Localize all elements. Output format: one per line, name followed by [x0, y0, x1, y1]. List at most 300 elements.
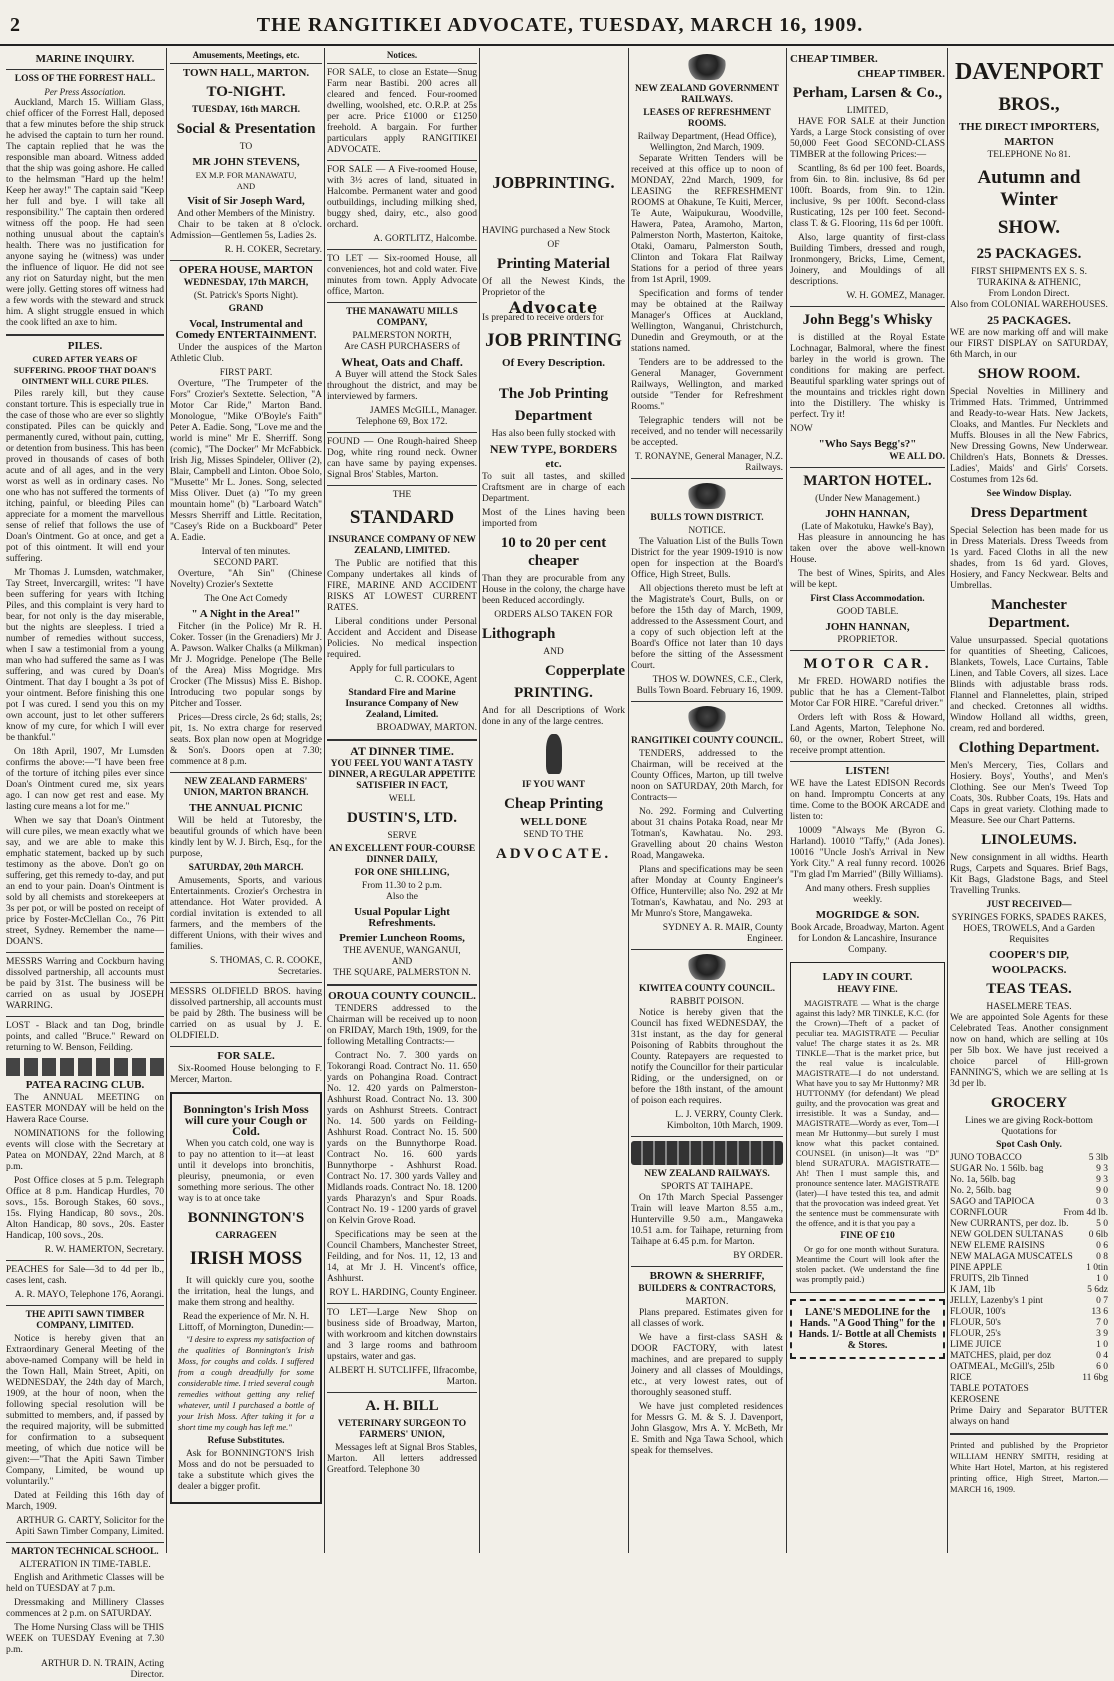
ad-text: And many others. Fresh supplies weekly. [805, 884, 930, 905]
ad-headline: PRINTING. [514, 685, 593, 701]
ad-headline: OPERA HOUSE, MARTON [178, 264, 314, 276]
divider [950, 1433, 1108, 1435]
divider [327, 1303, 477, 1304]
article-dateline: Per Press Association. [44, 87, 126, 97]
bonnington-irish-moss-ad [170, 1092, 322, 1504]
grocery-row [950, 1241, 1108, 1252]
notice-text: Separate Written Tenders will be received at this office up to noon of MONDAY, 22nd March, 1909, for LEASING the REFRESHMENT ROOMS at Ohakune, Te Kuiti, Mercer, Te Aute, Waipukurau, Woodville, Hawera, Patea, Aramoho, Marton, Palmerston North, Masterton, Kaitoke, Otaki, Oamaru, Palmerston South, Clinton and Tokara Flat Railway Stations for a period of three years from 1st April, 1909. [631, 154, 783, 285]
grocery-row [950, 1351, 1108, 1362]
grocery-row [950, 1186, 1108, 1197]
column-3 [327, 50, 477, 1550]
grocery-price: 5 0 [1096, 1219, 1108, 1229]
notice-signature: ARTHUR G. CARTY, Solicitor for the Apiti Sawn Timber Company, Limited. [15, 1516, 164, 1537]
notice-headline: RANGITIKEI COUNTY COUNCIL. [631, 736, 783, 746]
grocery-row [950, 1373, 1108, 1384]
ad-text: See Window Display. [986, 489, 1072, 499]
ad-text: Interval of ten minutes. [201, 547, 291, 557]
notice-headline: KIWITEA COUNTY COUNCIL. [638, 984, 776, 994]
grocery-item: PINE APPLE [950, 1263, 1002, 1273]
divider [631, 949, 783, 950]
notice-text: NOTICE. [688, 526, 726, 536]
ad-text: Ask for BONNINGTON'S Irish Moss and do not be persuaded to take a substitute which gives the dealer a bigger profit. [178, 1449, 314, 1492]
ad-text: EX M.P. FOR MANAWATU, [195, 170, 297, 180]
grocery-row [950, 1329, 1108, 1340]
notice-headline: THE APITI SAWN TIMBER COMPANY, LIMITED. [25, 1310, 145, 1331]
ad-brand: Perham, Larsen & Co., [792, 85, 943, 101]
ad-text: Plans prepared. Estimates given for all classes of work. [631, 1308, 783, 1329]
grocery-row [950, 1230, 1108, 1241]
ad-headline: Spot Cash Only. [996, 1140, 1062, 1150]
grocery-item: JUNO TOBACCO [950, 1153, 1022, 1163]
ad-brand: John Begg's Whisky [802, 312, 933, 328]
ad-brand: CARRAGEEN [215, 1231, 277, 1241]
divider [631, 701, 783, 702]
notice-text: Post Office closes at 5 p.m. Telegraph Office at 8 p.m. Handicap Hurdles, 70 sovs., 15s. Borough Stakes, 60 sovs., 15s. Flying Handicap, 80 sovs., 20s. Alton Handicap, 80 sovs., 20s. Easter Handicap, 100 sovs., 20s. [6, 1176, 164, 1241]
divider [327, 432, 477, 433]
ad-text: Book Arcade, Broadway, Marton. Agent for London & Lancashire, Insurance Company. [790, 923, 945, 955]
grocery-item: CORNFLOUR [950, 1208, 1008, 1218]
ad-text: IF YOU WANT [522, 780, 585, 790]
ad-headline: JOHN HANNAN, [825, 508, 910, 520]
divider [327, 984, 477, 986]
grocery-row [950, 1208, 1108, 1219]
grocery-row [950, 1263, 1108, 1274]
notice-signature: SYDNEY A. R. MAIR, County Engineer. [662, 923, 783, 944]
divider [6, 1305, 164, 1306]
article-headline: MARINE INQUIRY. [35, 53, 135, 65]
ad-headline: MOGRIDGE & SON. [815, 909, 920, 921]
column-4 [482, 50, 625, 1550]
column-rule [786, 48, 787, 1553]
grocery-row [950, 1175, 1108, 1186]
grocery-item: JELLY, Lazenby's 1 pint [950, 1296, 1043, 1306]
notice-text: TO LET—Large New Shop on business side of Broadway, Marton, with workroom and kitchen downstairs and 3 large rooms and bathroom upstairs, water and gas. [327, 1308, 477, 1362]
grocery-row [950, 1285, 1108, 1296]
ad-text: Telephone 69, Box 172. [356, 417, 448, 427]
ad-headline: MARTON [1004, 136, 1054, 148]
section-heading: Notices. [327, 50, 477, 64]
ad-headline: SHOW ROOM. [977, 366, 1081, 382]
ad-headline: CHEAP TIMBER. [790, 53, 878, 65]
divider [631, 478, 783, 479]
column-rule [947, 48, 948, 1553]
ad-date: SATURDAY, 20th MARCH. [188, 863, 304, 873]
notice-text: Contract No. 7. 300 yards on Tokorangi Road. Contract No. 11. 650 yards on Pohangina Road. Contract No. 12. 420 yards on Palmerston-Ashhurst Road. Contract No. 13. 300 yards on Ashhurst Streets. Contract No. 14. 500 yards on Feilding-Ashhurst Road. Contract No. 15. 500 yards on the Bunnythorpe Road. Contract No. 16. 600 yards Bunnythorpe - Ashhurst Road. Contract No. 17. 300 yards Valley and Midlands roads. Contract No. 18. 1200 yards Pharazyn's and Spur Roads. Contract No. 19 - 1200 yards of gravel on Kelvin Grove Road. [327, 1051, 477, 1226]
ad-text: From London Direct. [988, 289, 1070, 299]
section-heading: Amusements, Meetings, etc. [170, 50, 322, 64]
ad-text: Amusements, Sports, and various Entertainments. Crozier's Orchestra in attendance. Hot Water provided. A cordial invitation is extended to all farmers, and the members of the different Unions, with their wives and families. [170, 876, 322, 952]
divider [327, 739, 477, 741]
grocery-price: 9 3 [1096, 1164, 1108, 1174]
ad-text: Special Selection has been made for us in Dress Materials. Dress Tweeds from 1s yard. Faced Cloths in all the new shades, from 1s 6d yard. Gloves, Hosiery, and Fancy Neckwear. Belts and Umbrellas. [950, 526, 1108, 591]
ad-text: SYRINGES FORKS, SPADES RAKES, HOES, TROWELS, And a Garden Requisites [951, 913, 1107, 945]
notice-text: Tenders are to be addressed to the General Manager, Government Railways, Wellington, and marked outside "Tender for Refreshment Rooms." [631, 358, 783, 412]
ad-text: PALMERSTON NORTH, [352, 331, 452, 341]
ad-headline: Usual Popular Light Refreshments. [354, 906, 450, 929]
ad-headline: INSURANCE COMPANY OF NEW ZEALAND, LIMITED. [328, 535, 476, 556]
ad-headline: Manchester Department. [988, 597, 1070, 631]
notice-signature: ALBERT H. SUTCLIFFE, Ilfracombe, Marton. [328, 1366, 477, 1387]
divider [6, 334, 164, 336]
grocery-row [950, 1340, 1108, 1351]
ad-signature: W. H. GOMEZ, Manager. [846, 291, 945, 301]
notice-text: TENDERS addressed to the Chairman will be received up to noon on FRIDAY, March 19th, 1909, for the following Metalling Contracts:— [327, 1004, 477, 1047]
ad-text: Under the auspices of the Marton Athletic Club. [170, 343, 322, 364]
ad-text: BROADWAY, MARTON. [376, 723, 477, 733]
grocery-item: New CURRANTS, per doz. lb. [950, 1219, 1069, 1229]
grocery-item: NEW ELEME RAISINS [950, 1241, 1045, 1251]
divider [170, 772, 322, 773]
ad-text: HASELMERE TEAS. [986, 1002, 1072, 1012]
ad-headline: Lithograph [482, 626, 556, 642]
ad-headline: JOHN HANNAN, [825, 621, 910, 633]
divider [790, 306, 945, 307]
ad-text: NOW [790, 424, 813, 434]
notice-text: Telegraphic tenders will not be received, and no tender will necessarily be accepted. [631, 416, 783, 448]
grocery-row [950, 1164, 1108, 1175]
grocery-price: 11 6bg [1082, 1373, 1108, 1383]
grocery-price: 1 0 [1096, 1274, 1108, 1284]
spacer [482, 371, 625, 381]
ad-text: When you catch cold, one way is to pay no attention to it—at least until it develops into bronchitis, pleurisy, pneumonia, or even something more serious. The other way is to at once take [178, 1139, 314, 1204]
ad-text: FIRST SHIPMENTS EX S. S. TURAKINA & ATHENIC, [971, 267, 1087, 288]
ad-headline: Vocal, Instrumental and Comedy ENTERTAINMENT. [175, 318, 317, 341]
coat-of-arms-icon [686, 54, 728, 80]
ad-text: Liberal conditions under Personal Accident and Accident and Disease Policies. No medical inspection required. [327, 617, 477, 660]
notice-text: Specifications may be seen at the Council Chambers, Manchester Street, Feilding, and for Nos. 11, 12, 13 and 14, at Mr J. H. Vincent's office, Ashhurst. [327, 1230, 477, 1284]
ad-text: Special Novelties in Millinery and Trimmed Hats. Trimmed, Untrimmed and Ready-to-wear Hats. New Jackets, Cloaks, and Mantles. Fur Necklets and Muffs. Blouses in all the New Fabrics, New Dressing Gowns, New Underwear. Children's Hats, Bonnets & Dresses. Ladies', Maids' and Girls' Corsets. Costumes from 12s 6d. [950, 387, 1108, 485]
ad-headline: COOPER'S DIP, [989, 949, 1069, 961]
ad-text: Overture, "Ah Sin" (Chinese Novelty) Crozier's Sextette [170, 569, 322, 590]
ad-text: Prices—Dress circle, 2s 6d; stalls, 2s; pit, 1s. No extra charge for reserved seats. Box plan now open at Mogridge & Son's. Doors open at 7.30; commence at 8 p.m. [170, 713, 322, 767]
ad-headline: " A Night in the Area!" [191, 608, 301, 620]
ad-headline: SHOW. [997, 217, 1061, 238]
notice-text: MESSRS Warring and Cockburn having dissolved partnership, all accounts must be paid by 31st. The business will be carried on as usual by JOSEPH WARRING. [6, 957, 164, 1011]
grocery-item: RICE [950, 1373, 972, 1383]
ad-brand: DUSTIN'S, LTD. [347, 810, 457, 826]
notice-signature: THOS W. DOWNES, C.E., Clerk, Bulls Town Board. February 16, 1909. [636, 675, 783, 696]
notice-text: MESSRS OLDFIELD BROS. having dissolved partnership, all accounts must be paid by 28th. The business will be carried on as usual by J. E. OLDFIELD. [170, 987, 322, 1041]
ad-headline: TO-NIGHT. [206, 84, 286, 100]
grocery-price: 9 3 [1096, 1175, 1108, 1185]
ad-text: Fitcher (in the Police) Mr R. H. Coker. Tosser (in the Grenadiers) Mr J. A. Pawson. Walker Chalks (a Milkman) Mr J. Mogridge. Penelope (The Belle of the Area) Miss Mogridge. Mrs Crocker (The Missus) Miss E. Bishop. Introducing two popular songs by Pitcher and Tosser. [170, 622, 322, 709]
ad-text: Will be held at Tutoresby, the beautiful grounds of which have been kindly lent by W. J. Birch, Esq., for the purpose, [170, 816, 322, 859]
notice-signature: A. GORTLITZ, Halcombe. [373, 234, 477, 244]
ad-headline: Autumn and Winter [977, 167, 1081, 210]
ad-text: We have a first-class SASH & DOOR FACTORY, with latest machines, and are prepared to supply Joinery and all classes of Mouldings, etc., at very lowest rates, out of thoroughly seasoned stuff. [631, 1333, 783, 1398]
grocery-price: 0 8 [1096, 1252, 1108, 1262]
ad-brand: STANDARD [349, 507, 455, 528]
ad-headline: NEW ZEALAND FARMERS' UNION, MARTON BRANCH. [183, 777, 309, 798]
ad-subheadline: BUILDERS & CONTRACTORS, [638, 1284, 776, 1294]
grocery-item: FLOUR, 100's [950, 1307, 1006, 1317]
divider [6, 1542, 164, 1543]
ad-text: And other Members of the Ministry. [177, 209, 315, 219]
grocery-item: LIME JUICE [950, 1340, 1002, 1350]
grocery-price-list [950, 1153, 1108, 1406]
grocery-row [950, 1197, 1108, 1208]
ad-headline: FOR ONE SHILLING, [354, 868, 450, 878]
ad-text: AND [543, 647, 564, 657]
ad-text: Most of the Lines having been imported from [482, 508, 625, 529]
ad-signature: C. R. COOKE, Agent [394, 675, 477, 685]
ad-text: And for all Descriptions of Work done in any of the large centres. [482, 706, 625, 727]
ad-headline: THE DIRECT IMPORTERS, [958, 121, 1100, 133]
ad-brand: DAVENPORT [954, 59, 1104, 85]
ad-subheadline: HEAVY FINE. [837, 985, 898, 995]
divider [790, 650, 945, 651]
ad-text: Prime Dairy and Separator BUTTER always on hand [950, 1406, 1108, 1427]
ad-text: A Buyer will attend the Stock Sales throughout the district, and may be interviewed by farmers. [327, 370, 477, 402]
ad-headline: Copperplate [545, 663, 625, 679]
ad-text: SECOND PART. [213, 558, 279, 568]
ad-text: (St. Patrick's Sports Night). [193, 291, 299, 301]
ad-text: Scantling, 8s 6d per 100 feet. Boards, from 6in. to 8in. inclusive, 8s 6d per 100ft. Boards, from 9in. to 12in. inclusive, 9s per 100ft. Second-class Rusticating, 12s per 100 feet. Second-class T. & G. Flooring, 11s 6d per 100ft. [790, 164, 945, 229]
column-7 [950, 50, 1108, 1550]
page-number: 2 [10, 14, 20, 36]
ad-text: Messages left at Signal Bros Stables, Marton. All letters addressed Greatford. Telephone 30 [327, 1443, 477, 1475]
ad-brand: ADVOCATE. [495, 846, 612, 862]
notice-text: FOR SALE, to close an Estate—Snug Farm near Bastibi. 200 acres all cleared and fenced. Four-roomed dwelling, woolshed, etc. O.R.P. at 25s per acre. Price £1000 or £1250 freehold. A bargain. For further particulars apply RANGITIKEI ADVOCATE. [327, 68, 477, 155]
ad-text: LIMITED, [846, 106, 889, 116]
ad-headline: First Class Accommodation. [810, 594, 925, 604]
notice-text: FOR SALE — A Five-roomed House, with 3½ acres of land, situated in Halcombe. Permanent water and good outbuildings, including milking shed, buggy shed, dairy, etc., also good orchard. [327, 165, 477, 230]
notice-text: RABBIT POISON. [670, 997, 744, 1007]
ad-headline: AN EXCELLENT FOUR-COURSE DINNER DAILY, [328, 844, 476, 865]
suratura-tea-ad [790, 962, 945, 1293]
ad-headline: 25 PACKAGES. [987, 313, 1071, 327]
grocery-item: SUGAR No. 1 56lb. bag [950, 1164, 1044, 1174]
ad-headline: JOB PRINTING [485, 330, 622, 351]
ad-text: Has pleasure in announcing he has taken over the above well-known House. [790, 533, 945, 565]
notice-text: Dated at Feilding this 16th day of March, 1909. [6, 1491, 164, 1512]
ad-headline: Cheap Printing [504, 796, 603, 812]
divider [327, 485, 477, 486]
grocery-row [950, 1362, 1108, 1373]
column-6 [790, 50, 945, 1550]
grocery-price: 13 6 [1091, 1307, 1108, 1317]
notice-headline: OROUA COUNTY COUNCIL. [328, 990, 476, 1002]
divider [327, 1392, 477, 1393]
ad-text: The One Act Comedy [204, 594, 288, 604]
ad-text: Or go for one month without Suratura. Meantime the Court will look after the stolen packet. (We understand the fine was promptly paid.) [796, 1244, 939, 1284]
divider [327, 249, 477, 250]
ad-headline: Refuse Substitutes. [207, 1436, 285, 1446]
notice-headline: NEW ZEALAND GOVERNMENT RAILWAYS. [635, 84, 779, 105]
notice-signature: BY ORDER. [733, 1251, 783, 1261]
grocery-item: No. 1a, 56lb. bag [950, 1175, 1016, 1185]
notice-text: English and Arithmetic Classes will be held on TUESDAY at 7 p.m. [6, 1573, 164, 1594]
ad-headline: A. H. BILL [365, 1398, 439, 1414]
notice-signature: ARTHUR D. N. TRAIN, Acting Director. [40, 1659, 164, 1680]
ad-date: WEDNESDAY, 17th MARCH, [183, 278, 309, 288]
ad-signature: JAMES McGILL, Manager. [369, 406, 477, 416]
ad-text: AND [391, 957, 413, 967]
ad-text: Than they are procurable from any House in the colony, the charge have been Reduced accordingly. [482, 574, 625, 606]
grocery-item: KEROSENE [950, 1395, 1000, 1405]
grocery-row [950, 1296, 1108, 1307]
grocery-item: No. 2, 56lb. bag [950, 1186, 1012, 1196]
divider [6, 952, 164, 953]
notice-subheadline: ALTERATION IN TIME-TABLE. [19, 1560, 151, 1570]
ad-headline: FINE OF £10 [840, 1231, 895, 1241]
ad-headline: BROWN & SHERRIFF, [649, 1270, 765, 1282]
ad-headline: LADY IN COURT. [822, 971, 913, 983]
ad-headline: NEW TYPE, BORDERS [489, 442, 618, 456]
article-subheadline: CURED AFTER YEARS OF SUFFERING. PROOF THAT DOAN'S OINTMENT WILL CURE PILES. [13, 354, 157, 386]
grocery-item: K JAM, 1lb [950, 1285, 996, 1295]
notice-text: TO LET — Six-roomed House, all conveniences, hot and cold water. Five minutes from town. Apply Advocate office, Marton. [327, 254, 477, 297]
notice-headline: NEW ZEALAND RAILWAYS. [644, 1169, 770, 1179]
ad-text: Overture, "The Trumpeter of the Fors" Crozier's Sextette. Selection, "A Motor Car Ride," Marton Band. Monologue, "Mike O'Boyle's Faith" Peter A. Eadie. Song, "Love me and the world is mine" Mr E. Sherriff. Song (comic), "The Docker" Mr McFabbick. Irish Jig, Misses Spindeler, Olliver (2), Blair, Campbell and Linton. Oboe Solo, "Musette" Mr L. Jones. Song, selected Miss Oliver. Duet (a) "To my green mountain home" (b) "Larboard Watch" Messrs Sherriff and Little. Recitation, "Casey's Ride on a Buckboard" Peter A. Eadie. [170, 379, 322, 543]
ad-text: PROPRIETOR. [837, 635, 898, 645]
grocery-row [950, 1252, 1108, 1263]
ad-text: Also the [386, 892, 418, 902]
grocery-price: 6 0 [1096, 1362, 1108, 1372]
printer-imprint: Printed and published by the Proprietor WILLIAM HENRY SMITH, residing at White Hart Hotel, Marton, at his registered printing office, High Street, Marton.—MARCH 16, 1909. [950, 1440, 1108, 1494]
divider [631, 1266, 783, 1267]
ad-text: Also from COLONIAL WAREHOUSES. [950, 300, 1108, 310]
ad-text: SEND TO THE [523, 830, 584, 840]
ad-text: Is prepared to receive orders for [482, 313, 604, 323]
article-body: On 18th April, 1907, Mr Lumsden confirms the above:—"I have been free of the torture of itching piles ever since Doan's Ointment cured me, six years ago. I can now get rest and ease. My lasting cure means a lot for me." [6, 747, 164, 812]
ad-text: WELL [388, 794, 416, 804]
ad-headline: Visit of Sir Joseph Ward, [187, 195, 305, 207]
grocery-item: FRUITS, 2lb Tinned [950, 1274, 1029, 1284]
ad-text: YOU FEEL YOU WANT A TASTY DINNER, A REGULAR APPETITE SATISFIER IN FACT, [328, 759, 476, 791]
ad-headline: MARTON HOTEL. [803, 473, 932, 489]
ad-text: Orders left with Ross & Howard, Land Agents, Marton, Telephone No. 60, or the owner, Robert Street, will receive prompt attention. [790, 713, 945, 756]
ad-text: Apply for full particulars to [349, 664, 455, 674]
notice-subheadline: LEASES OF REFRESHMENT ROOMS. [643, 108, 771, 129]
ad-brand: BONNINGTON'S [187, 1210, 305, 1226]
notice-text: On 17th March Special Passenger Train will leave Marton 8.55 a.m., Hunterville 9.50 a.m., Mangaweka 10.51 a.m. for Taihape, returning from Taihape at 6.45 p.m. for Marton. [631, 1193, 783, 1247]
divider [6, 1016, 164, 1017]
ad-text: HAVE FOR SALE at their Junction Yards, a Large Stock consisting of over 50,000 Feet Good SECOND-CLASS TIMBER at the following Prices:— [790, 117, 945, 160]
ad-text: To suit all tastes, and skilled Craftsment are in charge of each Department. [482, 472, 625, 504]
ad-headline: GROCERY [990, 1095, 1068, 1111]
racehorses-illustration [6, 1058, 164, 1076]
grocery-item: MATCHES, plaid, per doz [950, 1351, 1052, 1361]
ad-text: We are appointed Sole Agents for these Celebrated Teas. Another consignment now on hand, which are selling at 10s per 5lb box. We have just received a choice parcel of Hill-grown FANNING'S, which we are selling at 1s 3d per lb. [950, 1013, 1108, 1089]
ad-headline: Premier Luncheon Rooms, [339, 932, 465, 944]
grocery-price: 7 0 [1096, 1318, 1108, 1328]
ad-brand: Advocate [508, 298, 599, 317]
ad-text: HAVING purchased a New Stock [482, 226, 611, 236]
ad-headline: THE ANNUAL PICNIC [189, 802, 303, 814]
divider [631, 1136, 783, 1137]
divider [327, 160, 477, 161]
ad-headline: 25 PACKAGES. [976, 246, 1082, 262]
ad-headline: Dress Department [970, 505, 1088, 521]
ad-headline: JOBPRINTING. [492, 173, 615, 192]
grocery-price: 5 6dz [1087, 1285, 1108, 1295]
divider [790, 761, 945, 762]
grocery-item: FLOUR, 25's [950, 1329, 1001, 1339]
column-rule [166, 48, 167, 1553]
ad-text: MARTON. [685, 1297, 729, 1307]
grocery-price: 1 0 [1096, 1340, 1108, 1350]
grocery-row [950, 1219, 1108, 1230]
ad-subheadline: VETERINARY SURGEON TO FARMERS' UNION, [337, 1419, 467, 1440]
ad-headline: Social & Presentation [176, 121, 316, 137]
article-body: When we say that Doan's Ointment will cure piles, we mean exactly what we say, and we are able to make this emphatic statement, backed up by such testimony as the above. Don't go on suffering, get this remedy to-day, and put an end to your pain. Doan's Ointment is sold by all chemists and storekeepers at 3s per pot, or will be posted on receipt of price by Foster-McClellan Co., 76 Pitt street, Sydney. Remember the name—DOAN'S. [6, 816, 164, 947]
ad-headline: Of Every Description. [502, 357, 605, 369]
ad-text: OF [547, 240, 560, 250]
newspaper-title: THE RANGITIKEI ADVOCATE, TUESDAY, MARCH 16, 1909. [256, 14, 864, 36]
ad-text: Value unsurpassed. Special quotations for quantities of Sheeting, Calicoes, Blankets, Towels, Lace Curtains, Table Linen, and Table Covers, all sizes. Lace Blinds with adjustable brass rods. Flannel and Flannelettes, plain, striped and checked. Cretonnes all widths. Window Holland all widths, green, cream, red and bordered. [950, 636, 1108, 734]
column-2 [170, 50, 322, 1550]
divider [6, 1260, 164, 1261]
grocery-price: 0 7 [1096, 1296, 1108, 1306]
notice-text: Railway Department, (Head Office), Wellington, 2nd March, 1909. [637, 132, 777, 153]
notice-text: FOUND — One Rough-haired Sheep Dog, white ring round neck. Owner can have same by paying expenses. Signal Bros' Stables, Marton. [327, 437, 477, 480]
grocery-price: 1 0tin [1086, 1263, 1108, 1273]
notice-text: Notice is hereby given that the Council has fixed WEDNESDAY, the 31st instant, as the day for general Poisoning of Rabbits throughout the County. Ratepayers are requested to notify the Councillor for their particular Riding, or the undersigned, on or before the 18th instant, of the amount of poison each requires. [631, 1008, 783, 1106]
ad-text: Chair to be taken at 8 o'clock. Admission—Gentlemen 5s, Ladies 2s. [170, 220, 322, 241]
column-1 [6, 50, 164, 1680]
ad-text: WE ALL DO. [889, 452, 945, 462]
grocery-row [950, 1307, 1108, 1318]
ad-headline: WELL DONE [520, 816, 587, 828]
ad-text: Lines we are giving Rock-bottom Quotations for [965, 1116, 1093, 1137]
ad-text: WE are now marking off and will make our FIRST DISPLAY on SATURDAY, 6th March, in our [950, 328, 1108, 360]
ad-headline: 10 to 20 per cent cheaper [500, 535, 607, 569]
ad-text: GOOD TABLE. [836, 607, 899, 617]
divider [6, 69, 164, 70]
grocery-item: TABLE POTATOES [950, 1384, 1029, 1394]
ad-text: JUST RECEIVED— [986, 900, 1072, 910]
grocery-price: 0 6lb [1088, 1230, 1108, 1240]
ad-headline: CHEAP TIMBER. [857, 68, 945, 80]
ad-headline: MR JOHN STEVENS, [192, 156, 300, 168]
grocery-row [950, 1153, 1108, 1164]
divider [327, 302, 477, 303]
ad-headline: Standard Fire and Marine Insurance Company of New Zealand, Limited. [345, 688, 459, 720]
ad-date: TUESDAY, 16th MARCH. [191, 105, 301, 115]
divider [170, 260, 322, 261]
ad-text: It will quickly cure you, soothe the irritation, heal the lungs, and make them strong and healthy. [178, 1276, 314, 1308]
notice-text: The Valuation List of the Bulls Town District for the year 1909-1910 is now open for inspection at the Board's Office, High Street, Bulls. [631, 537, 783, 580]
ad-text: (Late of Makotuku, Hawke's Bay), [801, 522, 934, 532]
ad-headline: LISTEN! [845, 765, 890, 777]
train-illustration [631, 1141, 783, 1165]
notice-text: The Home Nursing Class will be THIS WEEK on TUESDAY Evening at 7.30 p.m. [6, 1623, 164, 1655]
pointing-man-illustration [546, 734, 562, 774]
notice-signature: R. W. HAMERTON, Secretary. [44, 1245, 164, 1255]
ad-text: 10009 "Always Me (Byron G. Harland). 10010 "Taffy," (Ada Jones). 10016 "Uncle Josh's Arrival in New York City." A real funny record. 10026 "I'm glad I'm Married" (Billy Williams). [790, 826, 945, 880]
notice-text: PEACHES for Sale—3d to 4d per lb., cases lent, cash. [6, 1265, 164, 1286]
ad-headline: TOWN HALL, MARTON. [182, 67, 310, 79]
grocery-price: From 4d lb. [1063, 1208, 1108, 1218]
notice-text: TENDERS, addressed to the Chairman, will be received at the County Offices, Marton, up till twelve noon on SATURDAY, 20th March, for Contracts— [631, 749, 783, 803]
ad-text: TO [239, 142, 253, 152]
ad-text: The best of Wines, Spirits, and Ales will be kept. [790, 569, 945, 590]
coat-of-arms-icon [686, 954, 728, 980]
ad-text: ORDERS ALSO TAKEN FOR [494, 610, 613, 620]
grocery-item: SAGO and TAPIOCA [950, 1197, 1035, 1207]
notice-signature: ROY L. HARDING, County Engineer. [329, 1288, 477, 1298]
ad-testimonial: "I desire to express my satisfaction of the qualities of Bonnington's Irish Moss, for coughs and colds. I suffered from a cough dreadfully for some considerable time. I tried several cough remedies without getting any relief whatever, until I purchased a bottle of your Irish Moss. After taking it for a short time my cough has left me." [178, 1334, 314, 1432]
column-rule [479, 48, 480, 1553]
divider [170, 982, 322, 983]
notice-text: Six-Roomed House belonging to F. Mercer, Marton. [170, 1064, 322, 1085]
ad-text: (Under New Management.) [815, 494, 920, 504]
ad-text: MAGISTRATE — What is the charge against this lady? MR TINKLE, K.C. (for the Crown)—Theft of a packet of peculiar tea. MAGISTRATE — Peculiar value! The charge states it as 2s. MR TINKLE—That is the market price, but the real value is incalculable. MAGISTRATE—I do not understand. What have you to say Mr Huttonmy? MR HUTTONMY (for defendant) We plead guilty, and the provocation was great and irresistible. It was a Sunday, and— MAGISTRATE—Wordy as ever, Tom—I mean Mr Huttonmy—but surely I must know what this packet contained. COUNSEL (in unison)—It was "D" blend SURATURA. MAGISTRATE—Ah! Then I must sample this, and pronounce sentence later. MAGISTRATE (later)—I have tested this tea, and admit that the provocation was indeed great. Yet the sentence must be commensurate with the offence, and it is that you pay a [796, 998, 939, 1228]
divider [790, 467, 945, 468]
ad-text: We have just completed residences for Messrs G. M. & S. J. Davenport, John Glasgow, Mrs A. Y. McBeth, Mr E. Smith and Nga Tawa School, which speak for themselves. [631, 1402, 783, 1456]
lanes-medoline-ad [790, 1299, 945, 1359]
